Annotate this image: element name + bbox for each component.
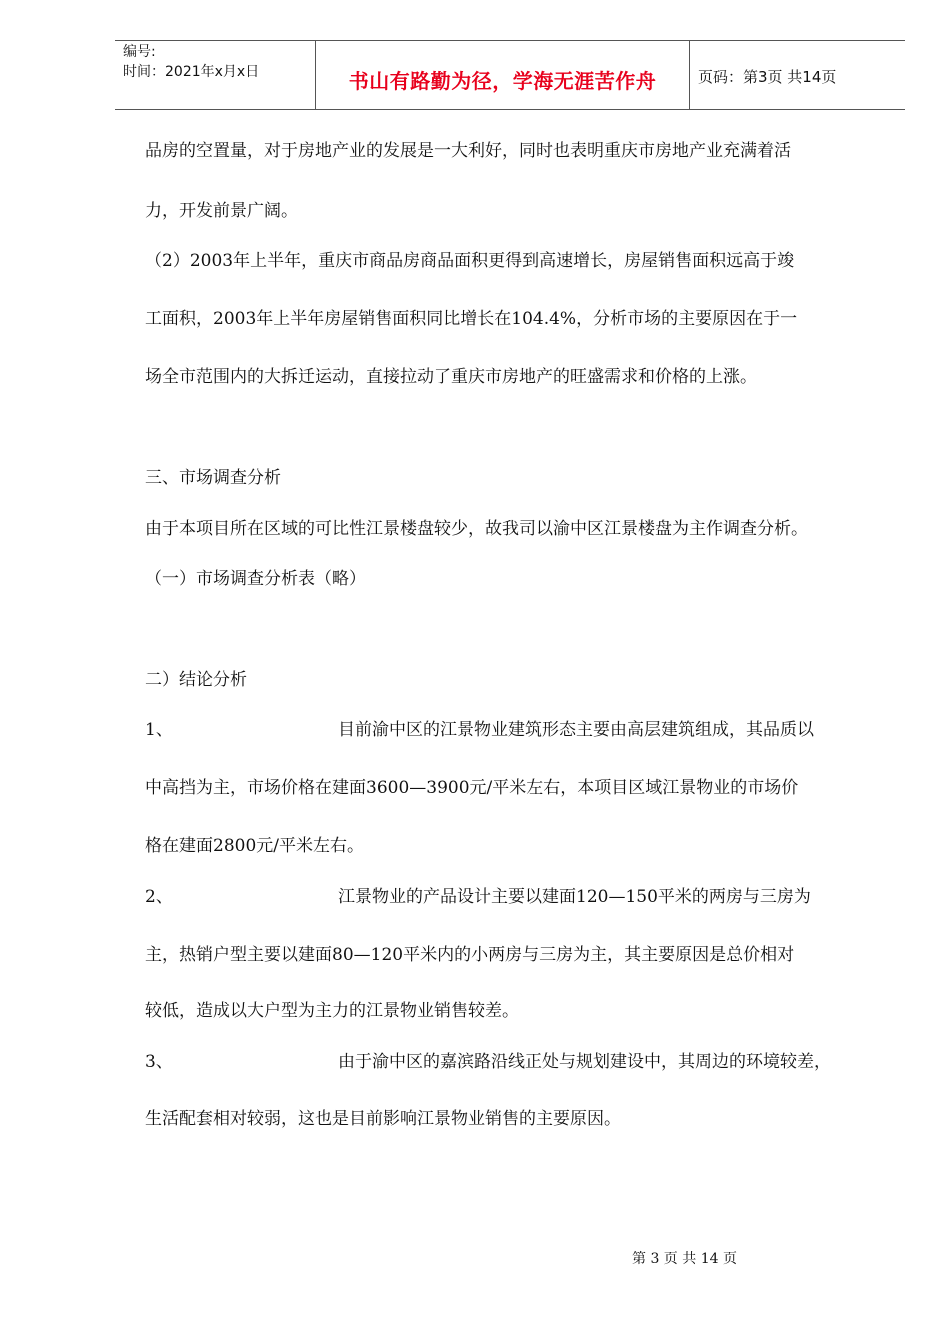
paragraph-line: （2）2003年上半年，重庆市商品房商品面积更得到高速增长，房屋销售面积远高于竣 bbox=[145, 251, 795, 271]
paragraph-line: 由于本项目所在区域的可比性江景楼盘较少，故我司以渝中区江景楼盘为主作调查分析。 bbox=[145, 519, 808, 539]
paragraph-line: 品房的空置量，对于房地产业的发展是一大利好，同时也表明重庆市房地产业充满着活 bbox=[145, 141, 791, 161]
subsection-heading: （一）市场调查分析表（略） bbox=[145, 569, 366, 589]
list-item-text: 江景物业的产品设计主要以建面120—150平米的两房与三房为 bbox=[338, 887, 811, 907]
list-item-text: 格在建面2800元/平米左右。 bbox=[145, 836, 364, 856]
subsection-heading: 二）结论分析 bbox=[145, 670, 247, 690]
header-motto-cell bbox=[316, 41, 690, 109]
list-item-text: 主，热销户型主要以建面80—120平米内的小两房与三房为主，其主要原因是总价相对 bbox=[145, 945, 795, 965]
paragraph-line: 场全市范围内的大拆迁运动，直接拉动了重庆市房地产的旺盛需求和价格的上涨。 bbox=[145, 367, 757, 387]
list-item-text: 生活配套相对较弱，这也是目前影响江景物业销售的主要原因。 bbox=[145, 1109, 621, 1129]
page-footer: 第 3 页 共 14 页 bbox=[632, 1251, 737, 1267]
list-item-text: 较低，造成以大户型为主力的江景物业销售较差。 bbox=[145, 1001, 519, 1021]
time-label: 时间：2021年x月x日 bbox=[123, 64, 260, 80]
header-page-cell bbox=[690, 41, 905, 109]
paragraph-line: 工面积，2003年上半年房屋销售面积同比增长在104.4%，分析市场的主要原因在于一 bbox=[145, 309, 798, 329]
section-heading: 三、市场调查分析 bbox=[145, 468, 281, 488]
list-item-number: 3、 bbox=[145, 1052, 173, 1072]
list-item-number: 2、 bbox=[145, 887, 173, 907]
serial-label: 编号: bbox=[123, 44, 156, 60]
list-item-text: 中高挡为主，市场价格在建面3600—3900元/平米左右，本项目区域江景物业的市场价 bbox=[145, 778, 799, 798]
list-item-number: 1、 bbox=[145, 720, 173, 740]
page-header bbox=[115, 40, 905, 110]
paragraph-line: 力，开发前景广阔。 bbox=[145, 201, 298, 221]
header-page-number: 页码：第3页 共14页 bbox=[698, 68, 837, 86]
header-motto: 书山有路勤为径，学海无涯苦作舟 bbox=[348, 69, 657, 93]
header-meta-cell bbox=[115, 41, 316, 109]
list-item-text: 目前渝中区的江景物业建筑形态主要由高层建筑组成，其品质以 bbox=[338, 720, 814, 740]
list-item-text: 由于渝中区的嘉滨路沿线正处与规划建设中，其周边的环境较差， bbox=[338, 1052, 831, 1072]
